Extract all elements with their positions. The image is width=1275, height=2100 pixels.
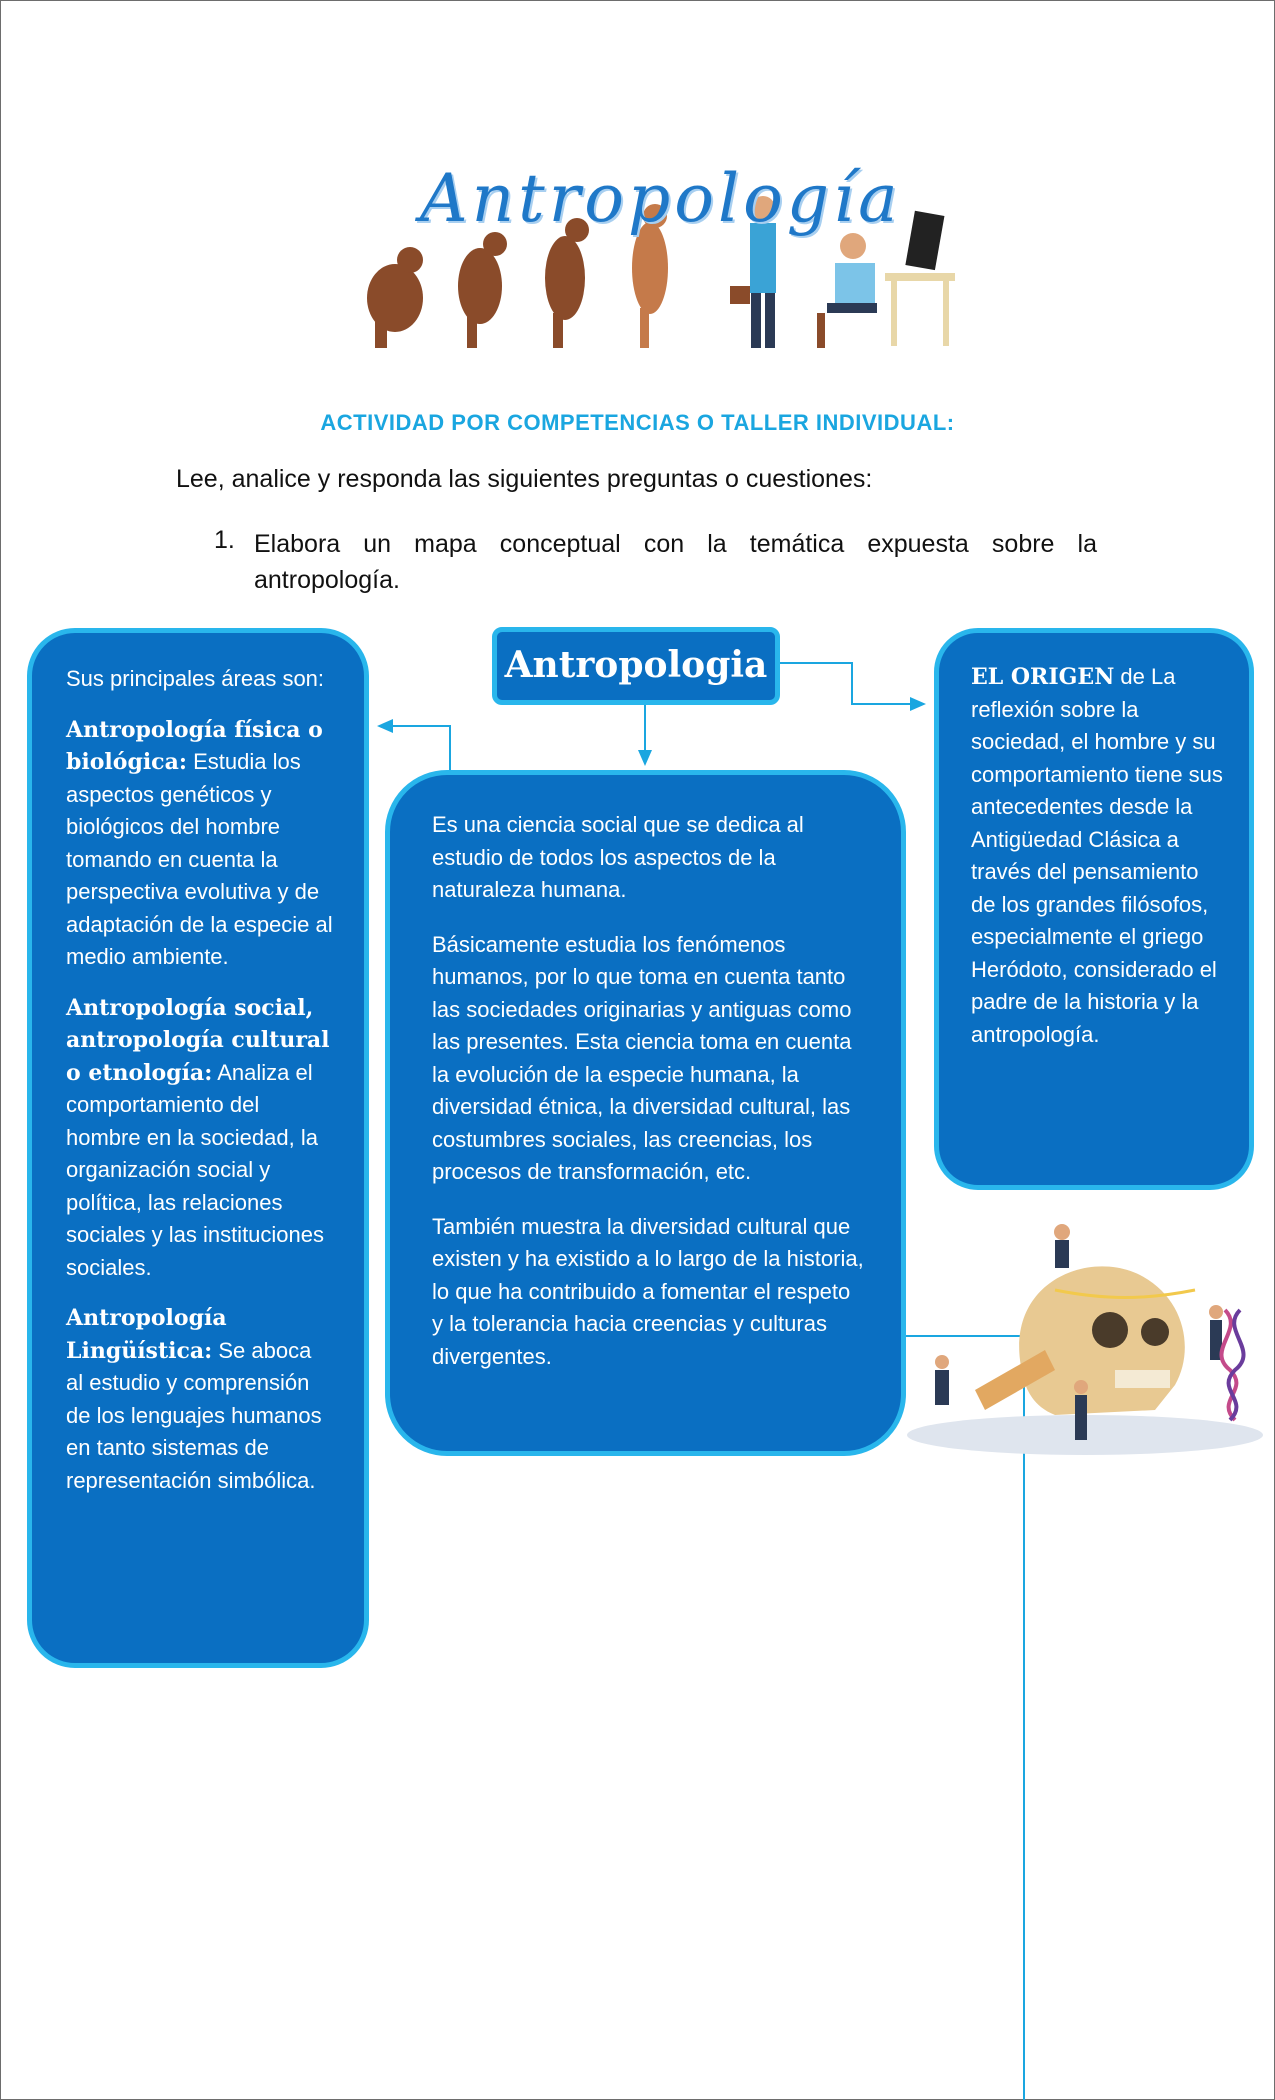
arrow-head-areas xyxy=(377,719,393,733)
area-physical-name: Antropología física o biológica: xyxy=(66,716,323,775)
origin-text xyxy=(971,661,1225,1051)
definition-paragraph: Básicamente estudia los fenómenos humanos, por lo que toma en cuenta tanto las sociedades originarias y antiguas como las presentes. Esta ciencia toma en cuenta la evolución de la especie humana, la diversidad étnica, la diversidad cultural, las costumbres sociales, las creencias, los procesos de transformación, etc. xyxy=(432,931,852,1184)
origin-body: de La reflexión sobre la sociedad, el hombre y su comportamiento tiene sus antecedentes desde la Antigüedad Clásica a través del pensamiento de los grandes filósofos, especialmente el griego Heródoto, considerado el padre de la historia y la antropología. xyxy=(971,664,1223,1047)
area-social-text: Analiza el comportamiento del hombre en la sociedad, la organización social y política, las relaciones sociales y las instituciones sociales. xyxy=(66,1059,325,1280)
area-physical xyxy=(66,714,334,974)
definition-box xyxy=(385,770,906,1456)
skull-research-illustration xyxy=(905,1220,1270,1455)
area-linguistic-name: Antropología Lingüística: xyxy=(66,1305,227,1364)
definition-paragraph: También muestra la diversidad cultural que existen y ha existido a lo largo de la historia, lo que ha contribuido a fomentar el respeto y la tolerancia hacia creencias y culturas divergentes. xyxy=(432,1213,864,1369)
arrow-head-definition xyxy=(638,750,652,766)
areas-box xyxy=(27,628,369,1668)
origin-box xyxy=(934,628,1254,1190)
areas-intro: Sus principales áreas son: xyxy=(66,666,325,691)
area-social-name: Antropología social, antropología cultural o etnología: xyxy=(66,994,330,1086)
intro-instruction: Lee, analice y responda las siguientes preguntas o cuestiones: xyxy=(176,465,873,493)
concept-map-title: Antropologia xyxy=(492,627,780,705)
question-text: Elabora un mapa conceptual con la temática expuesta sobre la antropología. xyxy=(254,530,1097,594)
area-physical-text: Estudia los aspectos genéticos y biológicos del hombre tomando en cuenta la perspectiva evolutiva y de adaptación de la especie al medio ambiente. xyxy=(66,749,333,969)
arrow-head-origin xyxy=(910,697,926,711)
definition-paragraph: Es una ciencia social que se dedica al estudio de todos los aspectos de la naturaleza humana. xyxy=(432,812,804,902)
connector-definition-to-areas xyxy=(392,726,450,772)
question-number: 1. xyxy=(214,526,235,554)
connector-title-to-origin xyxy=(780,663,912,704)
area-social xyxy=(66,992,334,1285)
banner-title: Antropología xyxy=(420,160,902,237)
activity-heading: ACTIVIDAD POR COMPETENCIAS O TALLER INDIVIDUAL: xyxy=(320,410,955,435)
area-linguistic xyxy=(66,1302,334,1497)
area-linguistic-text: Se aboca al estudio y comprensión de los lenguajes humanos en tanto sistemas de representación simbólica. xyxy=(66,1337,322,1493)
origin-label: EL ORIGEN xyxy=(971,664,1115,690)
